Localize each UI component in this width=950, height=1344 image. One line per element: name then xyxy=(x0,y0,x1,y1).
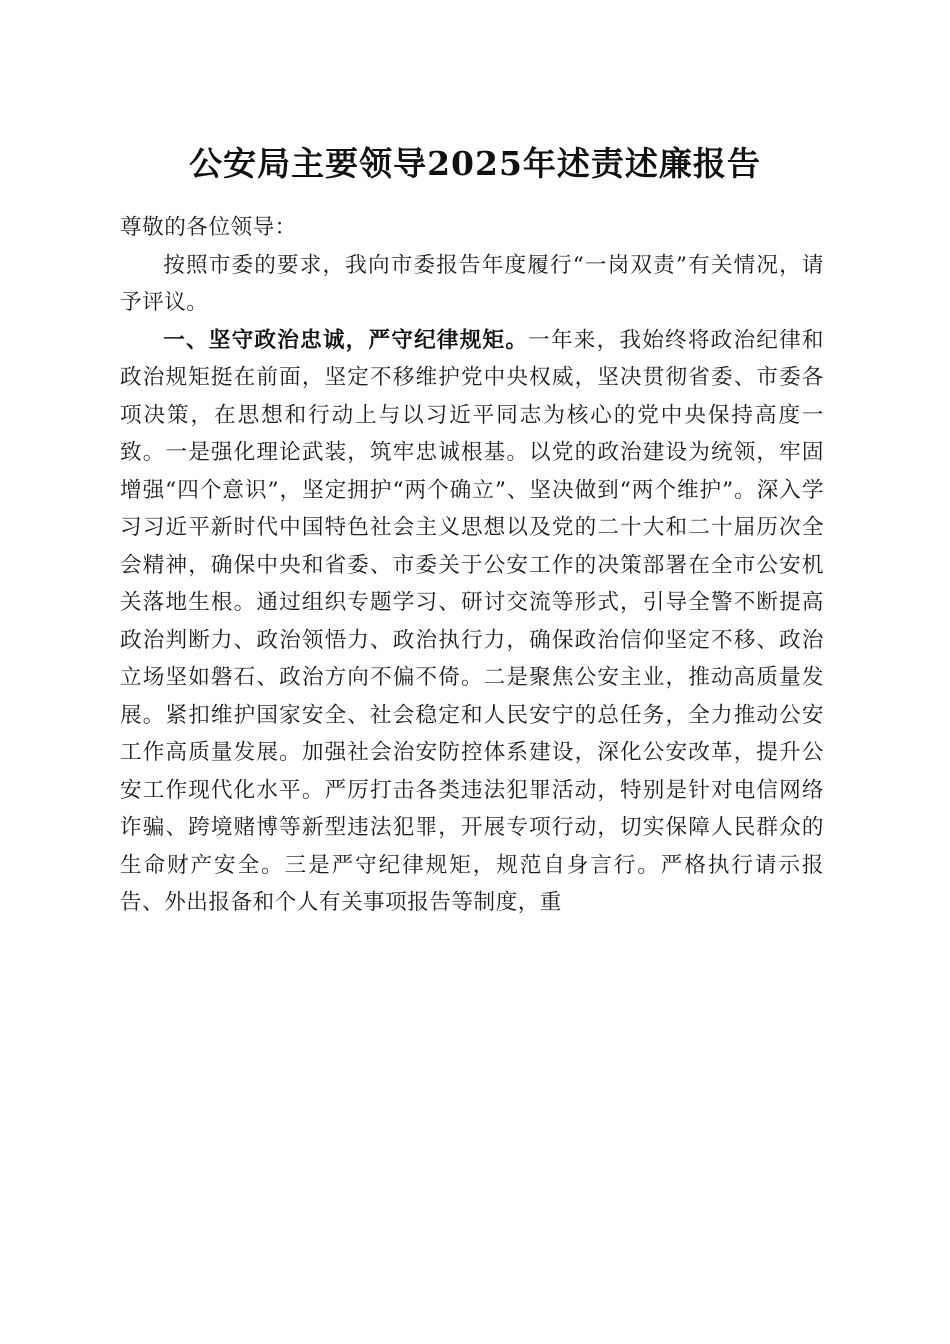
section-1-heading: 一、坚守政治忠诚，严守纪律规矩。 xyxy=(163,327,529,353)
section-1-paragraph xyxy=(120,322,824,922)
document-title: 公安局主要领导2025年述责述廉报告 xyxy=(189,144,761,183)
salutation: 尊敬的各位领导： xyxy=(120,215,297,240)
document-body xyxy=(120,209,824,922)
section-1-text: 一年来，我始终将政治纪律和政治规矩挺在前面，坚定不移维护党中央权威，坚决贯彻省委、市委各项决策，在思想和行动上与以习近平同志为核心的党中央保持高度一致。一是强化理论武装，筑牢忠诚根基。以党的政治建设为统领，牢固增强“四个意识”，坚定拥护“两个确立”、坚决做到“两个维护”。深入学习习近平新时代中国特色社会主义思想以及党的二十大和二十届历次全会精神，确保中央和省委、市委关于公安工作的决策部署在全市公安机关落地生根。通过组织专题学习、研讨交流等形式，引导全警不断提高政治判断力、政治领悟力、政治执行力，确保政治信仰坚定不移、政治立场坚如磐石、政治方向不偏不倚。二是聚焦公安主业，推动高质量发展。紧扣维护国家安全、社会稳定和人民安宁的总任务，全力推动公安工作高质量发展。加强社会治安防控体系建设，深化公安改革，提升公安工作现代化水平。严厉打击各类违法犯罪活动，特别是针对电信网络诈骗、跨境赌博等新型违法犯罪，开展专项行动，切实保障人民群众的生命财产安全。三是严守纪律规矩，规范自身言行。严格执行请示报告、外出报备和个人有关事项报告等制度，重 xyxy=(120,327,824,915)
intro-paragraph: 按照市委的要求，我向市委报告年度履行“一岗双责”有关情况，请予评议。 xyxy=(120,252,824,315)
